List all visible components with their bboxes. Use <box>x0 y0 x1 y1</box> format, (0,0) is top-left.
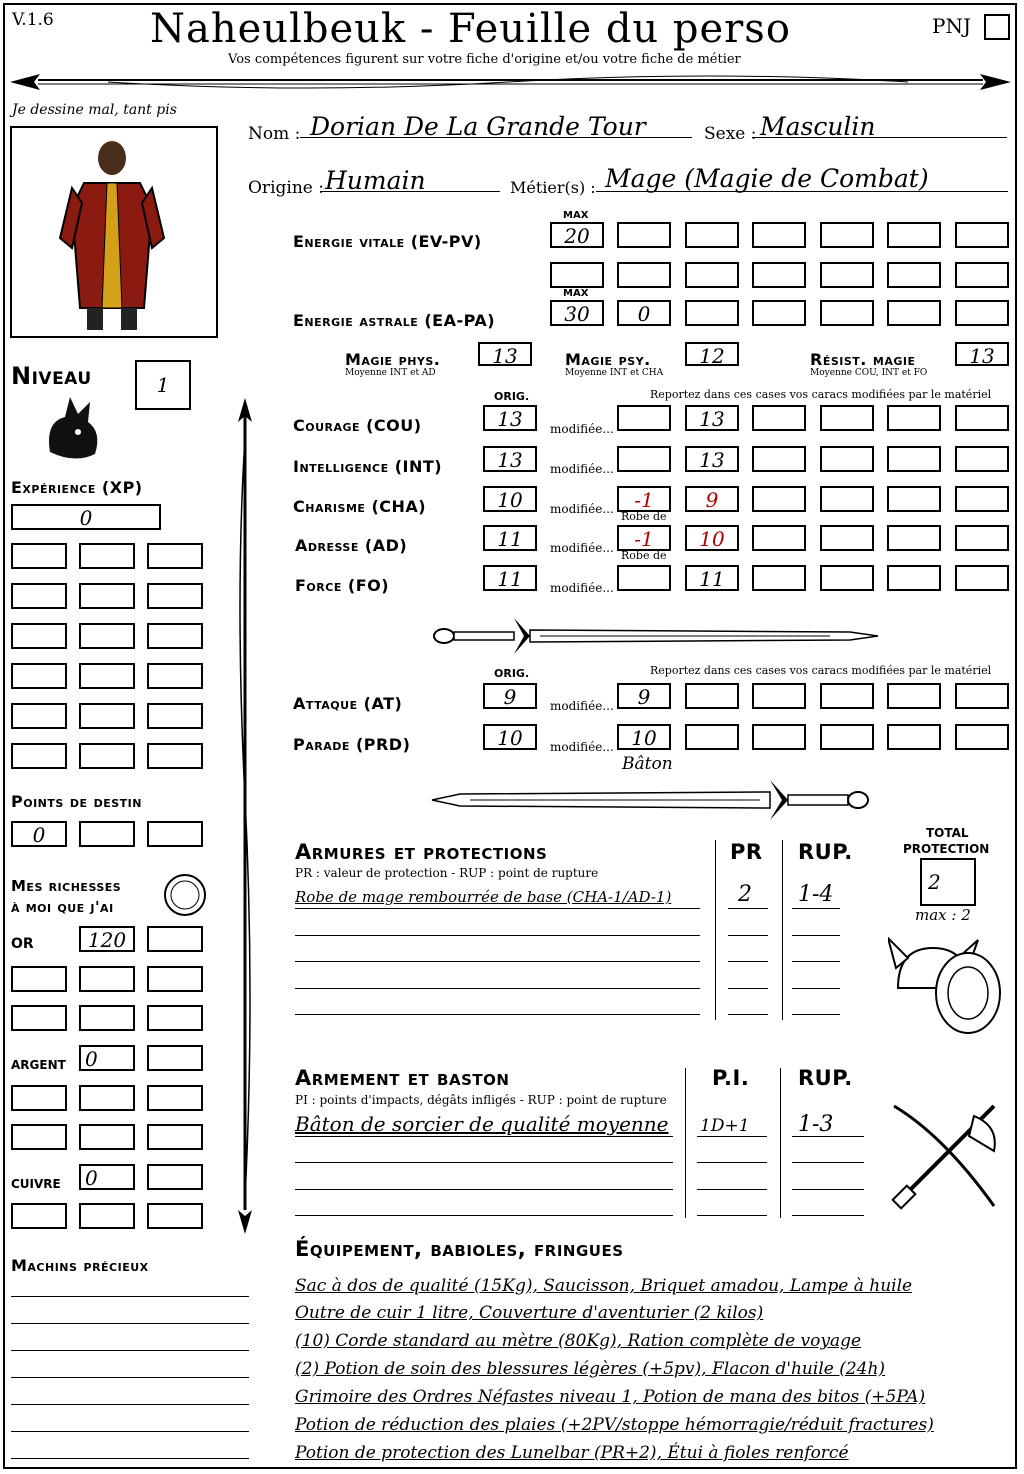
attaque-box[interactable] <box>752 683 806 709</box>
stat-label: Charisme (CHA) <box>293 497 427 516</box>
stat-label: Courage (COU) <box>293 416 422 435</box>
portrait-frame <box>10 126 218 338</box>
attaque-box[interactable] <box>820 683 874 709</box>
xp-grid-box[interactable] <box>79 543 135 569</box>
armor-title: Armures et protections <box>295 840 548 864</box>
xp-grid-box[interactable] <box>79 623 135 649</box>
attaque-mod-value: 9 <box>637 685 651 709</box>
crossed-weapons-icon <box>884 1096 1006 1218</box>
argent-box[interactable] <box>147 1124 203 1150</box>
stat-box[interactable] <box>752 446 806 472</box>
equipment-line[interactable]: Grimoire des Ordres Néfastes niveau 1, Potion de mana des bitos (+5PA) <box>295 1387 926 1407</box>
cuivre-box[interactable] <box>11 1203 67 1229</box>
weapon-note: Bâton <box>622 754 673 774</box>
armor-line <box>295 908 700 909</box>
sexe-label: Sexe : <box>704 124 757 144</box>
parade-box[interactable] <box>752 724 806 750</box>
attaque-box[interactable] <box>887 683 941 709</box>
magie-phys-label: Magie phys. <box>345 350 441 369</box>
xp-grid-box[interactable] <box>79 703 135 729</box>
stat-orig-box[interactable] <box>483 565 537 591</box>
parade-modif-label: modifiée... <box>550 740 614 754</box>
destin-value: 0 <box>32 823 46 847</box>
magie-phys-box[interactable] <box>478 342 532 366</box>
stat-orig-value: 13 <box>497 407 523 431</box>
armor-pr-line <box>728 1014 768 1015</box>
stat-box[interactable] <box>820 486 874 512</box>
ea-box[interactable] <box>752 300 806 326</box>
dragon-icon <box>40 392 106 464</box>
spear-divider-icon <box>8 64 1013 100</box>
magie-psy-note: Moyenne INT et CHA <box>565 368 664 378</box>
pnj-checkbox[interactable] <box>984 14 1010 40</box>
parade-box[interactable] <box>685 724 739 750</box>
ea-max-label: MAX <box>563 288 589 299</box>
xp-value: 0 <box>79 506 93 530</box>
total-protection-max: max : 2 <box>915 906 971 924</box>
armor-line <box>295 1014 700 1015</box>
argent-box[interactable] <box>79 1085 135 1111</box>
machins-line <box>11 1350 249 1351</box>
armor-pr-line <box>728 988 768 989</box>
origine-value[interactable]: Humain <box>325 166 426 195</box>
argent-box[interactable] <box>147 1085 203 1111</box>
ev-max-value: 20 <box>564 224 590 248</box>
argent-box[interactable] <box>79 1124 135 1150</box>
stat-mod-value: -1 <box>634 527 654 551</box>
stat-modif-label: modifiée... <box>550 502 614 516</box>
weapon-item-pi[interactable]: 1D+1 <box>700 1116 750 1136</box>
attaque-mod-box[interactable] <box>617 683 671 709</box>
xp-grid-box[interactable] <box>147 743 203 769</box>
armor-note: PR : valeur de protection - RUP : point de rupture <box>295 866 599 880</box>
ev-box[interactable] <box>685 262 739 288</box>
ev-box[interactable] <box>752 262 806 288</box>
machins-line <box>11 1404 249 1405</box>
ev-label: Energie vitale (EV-PV) <box>293 232 482 251</box>
stat-box[interactable] <box>887 486 941 512</box>
parade-label: Parade (PRD) <box>293 735 411 754</box>
weapon-item[interactable]: Bâton de sorcier de qualité moyenne <box>295 1112 669 1136</box>
cuivre-label: CUIVRE <box>11 1177 61 1191</box>
parade-box[interactable] <box>955 724 1009 750</box>
stat-mod-box[interactable] <box>617 405 671 431</box>
xp-grid-box[interactable] <box>11 703 67 729</box>
weapon-line <box>295 1162 673 1163</box>
parade-orig-value: 10 <box>497 726 523 750</box>
stat-val-value: 11 <box>699 567 725 591</box>
stat-orig-box[interactable] <box>483 525 537 551</box>
armor-rup-header: RUP. <box>798 840 853 864</box>
stat-val-box[interactable] <box>685 446 739 472</box>
nom-label: Nom : <box>248 124 301 144</box>
resist-magie-note: Moyenne COU, INT et FO <box>810 368 928 378</box>
stat-box[interactable] <box>820 565 874 591</box>
destin-label: Points de destin <box>11 792 142 811</box>
weapon-pi-line <box>697 1189 767 1190</box>
xp-grid-box[interactable] <box>79 743 135 769</box>
magie-phys-value: 13 <box>492 344 518 368</box>
armor-item[interactable]: Robe de mage rembourrée de base (CHA-1/AD-1) <box>295 888 672 906</box>
ev-box[interactable] <box>752 222 806 248</box>
parade-box[interactable] <box>820 724 874 750</box>
richesses-label-2: à moi que j'ai <box>11 898 114 916</box>
ea-box[interactable] <box>955 300 1009 326</box>
armor-rup-line <box>792 1014 840 1015</box>
ev-box[interactable] <box>550 262 604 288</box>
sheet-subtitle: Vos compétences figurent sur votre fiche d'origine et/ou votre fiche de métier <box>228 52 741 67</box>
destin-box[interactable] <box>79 821 135 847</box>
stat-box[interactable] <box>887 525 941 551</box>
armor-item-rup[interactable]: 1-4 <box>798 882 834 907</box>
armor-line <box>295 961 700 962</box>
weapon-pi-line <box>697 1215 767 1216</box>
stat-orig-box[interactable] <box>483 486 537 512</box>
cuivre-box[interactable] <box>147 1164 203 1190</box>
armor-line <box>295 988 700 989</box>
magie-phys-note: Moyenne INT et AD <box>345 368 436 378</box>
stat-val-box[interactable] <box>685 405 739 431</box>
stat-val-value: 13 <box>699 407 725 431</box>
richesses-label: Mes richesses <box>11 877 122 895</box>
weapons-col-divider <box>780 1068 781 1218</box>
xp-grid-box[interactable] <box>79 663 135 689</box>
stat-modif-label: modifiée... <box>550 422 614 436</box>
resist-magie-value: 13 <box>969 344 995 368</box>
stats-orig-label: ORIG. <box>494 390 530 403</box>
weapon-rup-line <box>792 1136 864 1137</box>
ev-box[interactable] <box>617 222 671 248</box>
armor-pr-line <box>728 935 768 936</box>
machins-line <box>11 1377 249 1378</box>
weapons-note: PI : points d'impacts, dégâts infligés - RUP : point de rupture <box>295 1093 667 1107</box>
weapon-item-rup[interactable]: 1-3 <box>798 1112 834 1137</box>
ea-box[interactable] <box>820 300 874 326</box>
parade-mod-box[interactable] <box>617 724 671 750</box>
equipment-line[interactable]: (2) Potion de soin des blessures légères (+5pv), Flacon d'huile (24h) <box>295 1359 886 1379</box>
armor-line <box>295 935 700 936</box>
armor-rup-line <box>792 961 840 962</box>
stat-orig-box[interactable] <box>483 405 537 431</box>
stat-orig-box[interactable] <box>483 446 537 472</box>
xp-label: Expérience (XP) <box>11 478 143 497</box>
total-protection-value: 2 <box>928 870 941 894</box>
stat-val-value: 10 <box>699 527 725 551</box>
xp-grid-box[interactable] <box>147 703 203 729</box>
portrait-caption: Je dessine mal, tant pis <box>12 102 177 118</box>
armor-item-pr[interactable]: 2 <box>738 882 752 907</box>
destin-box[interactable] <box>11 821 67 847</box>
equipment-line[interactable]: Sac à dos de qualité (15Kg), Saucisson, Briquet amadou, Lampe à huile <box>295 1276 913 1296</box>
stat-mod-value: -1 <box>634 488 654 512</box>
stat-box[interactable] <box>752 565 806 591</box>
weapon-rup-line <box>792 1215 864 1216</box>
sexe-value[interactable]: Masculin <box>760 112 876 141</box>
machins-label: Machins précieux <box>11 1256 149 1275</box>
machins-line <box>11 1296 249 1297</box>
stat-box[interactable] <box>887 446 941 472</box>
or-box[interactable] <box>147 1005 203 1031</box>
ea-current-value: 0 <box>637 302 651 326</box>
version-label: V.1.6 <box>12 10 54 30</box>
ev-box[interactable] <box>887 222 941 248</box>
ev-box[interactable] <box>887 262 941 288</box>
xp-grid-box[interactable] <box>147 663 203 689</box>
mage-portrait-icon <box>12 128 216 336</box>
weapons-title: Armement et baston <box>295 1066 510 1090</box>
xp-box[interactable] <box>11 504 161 530</box>
coin-icon <box>162 872 208 918</box>
magie-psy-label: Magie psy. <box>565 350 651 369</box>
stat-box[interactable] <box>820 405 874 431</box>
xp-grid-box[interactable] <box>147 583 203 609</box>
ev-box[interactable] <box>685 222 739 248</box>
combat-orig-label: ORIG. <box>494 667 530 680</box>
equipment-line[interactable]: Potion de réduction des plaies (+2PV/stoppe hémorragie/réduit fractures) <box>295 1415 934 1435</box>
ev-max-label: MAX <box>563 210 589 221</box>
helmet-shield-icon <box>888 928 1008 1038</box>
armor-col-divider <box>782 840 783 1020</box>
total-protection-box[interactable] <box>920 858 976 906</box>
stat-box[interactable] <box>955 486 1009 512</box>
stat-orig-value: 11 <box>497 567 523 591</box>
stat-mod-note: Robe de <box>621 549 667 562</box>
magie-psy-value: 12 <box>699 344 725 368</box>
combat-report-note: Reportez dans ces cases vos caracs modifiées par le matériel <box>650 664 992 677</box>
xp-grid-box[interactable] <box>79 583 135 609</box>
ev-box[interactable] <box>617 262 671 288</box>
or-box[interactable] <box>147 966 203 992</box>
sword-icon <box>430 776 875 822</box>
argent-value: 0 <box>85 1047 98 1071</box>
weapon-rup-line <box>792 1162 864 1163</box>
or-value: 120 <box>87 928 127 952</box>
xp-grid-box[interactable] <box>11 623 67 649</box>
stat-mod-note: Robe de <box>621 510 667 523</box>
armor-pr-line <box>728 961 768 962</box>
stat-box[interactable] <box>820 446 874 472</box>
stat-val-value: 9 <box>705 488 719 512</box>
stat-box[interactable] <box>955 446 1009 472</box>
niveau-value: 1 <box>156 373 170 397</box>
attaque-box[interactable] <box>955 683 1009 709</box>
ea-box[interactable] <box>685 300 739 326</box>
weapon-pi-line <box>697 1136 767 1137</box>
nom-value[interactable]: Dorian De La Grande Tour <box>310 112 646 141</box>
stat-label: Force (FO) <box>295 576 390 595</box>
equipment-line[interactable]: Outre de cuir 1 litre, Couverture d'aventurier (2 kilos) <box>295 1303 764 1323</box>
stat-val-value: 13 <box>699 448 725 472</box>
cuivre-box[interactable] <box>79 1203 135 1229</box>
stat-box[interactable] <box>820 525 874 551</box>
stat-box[interactable] <box>752 525 806 551</box>
stat-box[interactable] <box>887 565 941 591</box>
sword-icon <box>430 612 880 658</box>
equipment-line[interactable]: (10) Corde standard au mètre (80Kg), Ration complète de voyage <box>295 1331 862 1351</box>
machins-line <box>11 1431 249 1432</box>
metier-value[interactable]: Mage (Magie de Combat) <box>605 164 929 193</box>
stat-mod-box[interactable] <box>617 525 671 551</box>
weapons-rup-header: RUP. <box>798 1066 853 1090</box>
parade-orig-box[interactable] <box>483 724 537 750</box>
stat-modif-label: modifiée... <box>550 462 614 476</box>
metier-label: Métier(s) : <box>510 178 596 197</box>
argent-box[interactable] <box>11 1124 67 1150</box>
weapon-line <box>295 1189 673 1190</box>
weapon-pi-line <box>697 1162 767 1163</box>
ea-box[interactable] <box>617 300 671 326</box>
cuivre-box[interactable] <box>147 1203 203 1229</box>
xp-grid-box[interactable] <box>147 543 203 569</box>
stat-mod-box[interactable] <box>617 486 671 512</box>
ev-box[interactable] <box>820 262 874 288</box>
ea-label: Energie astrale (EA-PA) <box>293 311 496 330</box>
ea-max-value: 30 <box>564 302 590 326</box>
armor-rup-line <box>792 935 840 936</box>
stat-box[interactable] <box>955 565 1009 591</box>
magie-psy-box[interactable] <box>685 342 739 366</box>
parade-box[interactable] <box>887 724 941 750</box>
attaque-label: Attaque (AT) <box>293 694 403 713</box>
ev-box[interactable] <box>955 262 1009 288</box>
or-box[interactable] <box>79 1005 135 1031</box>
niveau-label: Niveau <box>11 362 92 390</box>
stats-report-note: Reportez dans ces cases vos caracs modifiées par le matériel <box>650 388 992 401</box>
stat-modif-label: modifiée... <box>550 541 614 555</box>
total-protection-label-2: PROTECTION <box>903 842 990 856</box>
xp-grid-box[interactable] <box>11 663 67 689</box>
stat-box[interactable] <box>955 525 1009 551</box>
metier-underline <box>596 191 1008 192</box>
argent-label: ARGENT <box>11 1058 66 1072</box>
origine-underline <box>320 191 500 192</box>
attaque-box[interactable] <box>685 683 739 709</box>
machins-line <box>11 1323 249 1324</box>
sexe-underline <box>752 137 1007 138</box>
stat-mod-box[interactable] <box>617 565 671 591</box>
ea-box[interactable] <box>887 300 941 326</box>
total-protection-label: TOTAL <box>926 826 969 840</box>
stat-box[interactable] <box>955 405 1009 431</box>
xp-grid-box[interactable] <box>147 623 203 649</box>
or-label: OR <box>11 936 34 952</box>
stat-label: Intelligence (INT) <box>293 457 443 476</box>
xp-grid-box[interactable] <box>11 583 67 609</box>
equipment-title: Équipement, babioles, fringues <box>295 1237 624 1261</box>
stat-orig-value: 10 <box>497 488 523 512</box>
resist-magie-box[interactable] <box>955 342 1009 366</box>
or-box[interactable] <box>11 1005 67 1031</box>
ev-box[interactable] <box>955 222 1009 248</box>
weapon-line <box>295 1215 673 1216</box>
stat-box[interactable] <box>887 405 941 431</box>
stat-box[interactable] <box>752 486 806 512</box>
attaque-modif-label: modifiée... <box>550 699 614 713</box>
pnj-label: PNJ <box>932 14 971 38</box>
armor-pr-header: PR <box>730 840 763 864</box>
argent-box[interactable] <box>11 1085 67 1111</box>
argent-box[interactable] <box>79 1045 135 1071</box>
armor-pr-line <box>728 908 768 909</box>
niveau-box[interactable] <box>135 360 191 410</box>
or-box[interactable] <box>79 926 135 952</box>
stat-orig-value: 13 <box>497 448 523 472</box>
armor-rup-line <box>792 988 840 989</box>
equipment-line[interactable]: Potion de protection des Lunelbar (PR+2), Étui à fioles renforcé <box>295 1443 849 1463</box>
weapon-rup-line <box>792 1189 864 1190</box>
sheet-title: Naheulbeuk - Feuille du perso <box>150 6 791 52</box>
parade-mod-value: 10 <box>631 726 657 750</box>
attaque-orig-value: 9 <box>503 685 517 709</box>
stat-val-box[interactable] <box>685 525 739 551</box>
stat-val-box[interactable] <box>685 565 739 591</box>
stat-box[interactable] <box>752 405 806 431</box>
armor-rup-line <box>792 908 840 909</box>
xp-grid-box[interactable] <box>11 743 67 769</box>
argent-box[interactable] <box>147 1045 203 1071</box>
ea-max-box[interactable] <box>550 300 604 326</box>
xp-grid-box[interactable] <box>11 543 67 569</box>
weapons-pi-header: P.I. <box>712 1066 750 1090</box>
nom-underline <box>300 137 692 138</box>
stat-val-box[interactable] <box>685 486 739 512</box>
staff-icon <box>230 398 260 1234</box>
stat-mod-box[interactable] <box>617 446 671 472</box>
or-box[interactable] <box>147 926 203 952</box>
stat-modif-label: modifiée... <box>550 581 614 595</box>
weapon-line <box>295 1136 673 1137</box>
destin-box[interactable] <box>147 821 203 847</box>
stat-label: Adresse (AD) <box>295 536 408 555</box>
origine-label: Origine : <box>248 178 324 198</box>
resist-magie-label: Résist. magie <box>810 350 916 369</box>
or-box[interactable] <box>11 966 67 992</box>
ev-max-box[interactable] <box>550 222 604 248</box>
ev-box[interactable] <box>820 222 874 248</box>
attaque-orig-box[interactable] <box>483 683 537 709</box>
cuivre-box[interactable] <box>79 1164 135 1190</box>
armor-col-divider <box>715 840 716 1020</box>
or-box[interactable] <box>79 966 135 992</box>
stat-orig-value: 11 <box>497 527 523 551</box>
weapons-col-divider <box>685 1068 686 1218</box>
machins-line <box>11 1458 249 1459</box>
cuivre-value: 0 <box>85 1166 98 1190</box>
